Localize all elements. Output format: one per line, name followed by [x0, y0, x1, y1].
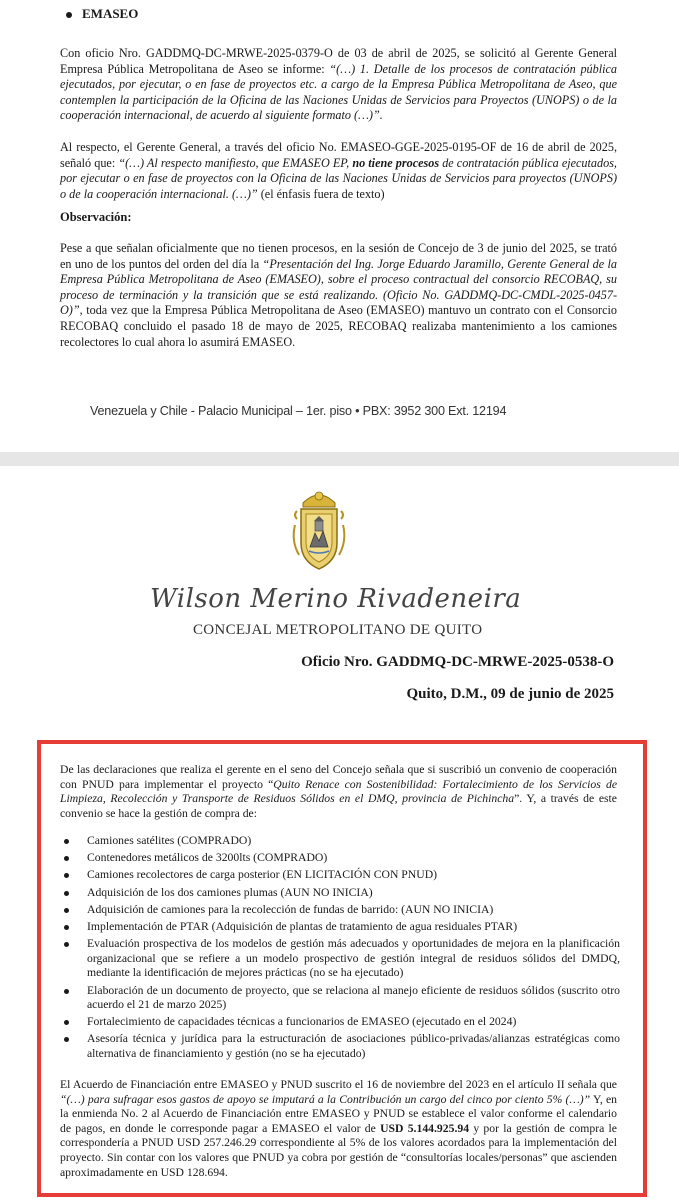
box-paragraph-financing: El Acuerdo de Financiación entre EMASEO y PNUD suscrito el 16 de noviembre del 2023 en el artículo II señala que “(…) para sufragar esos gastos de apoyo se imputará a la Contribución un cargo del cinco por ciento 5% (…)” Y, en la enmienda No. 2 al Acuerdo de Financiación entre EMASEO y PNUD se establece el valor conforme el calendario de pagos, en donde le corresponde pagar a EMASEO el valor de USD 5.144.925.94 y por la gestión de compra le correspondería a PNUD USD 257.246.29 correspondiente al 5% de los valores acordados para la implementación del proyecto. Sin contar con los valores que PNUD ya cobra por gestión de “consultorías locales/personas” que ascienden aproximadamente en USD 128.694. [60, 1078, 618, 1179]
document-date: Quito, D.M., 09 de junio de 2025 [406, 686, 614, 702]
list-item: Adquisición de camiones para la recolección de fundas de barrido: (AUN NO INICIA) [60, 903, 620, 918]
paragraph-response: Al respecto, el Gerente General, a través del oficio No. EMASEO-GGE-2025-0195-OF de 16 de abril de 2025, señaló que: “(…) Al respecto manifiesto, que EMASEO EP, no tiene procesos de contratación pública ejecutados, por ejecutar o en fase de proyectos con la Oficina de las Naciones Unidas de Servicios para proyectos (UNOPS) o de la cooperación internacional. (…)” (el énfasis fuera de texto) [60, 140, 617, 201]
page-footer-address: Venezuela y Chile - Palacio Municipal – 1er. piso • PBX: 3952 300 Ext. 12194 [90, 404, 507, 418]
list-item: Contenedores metálicos de 3200lts (COMPRADO) [60, 851, 620, 866]
document-page-1 [0, 0, 679, 452]
document-page-2 [0, 466, 679, 1199]
oficio-number: Oficio Nro. GADDMQ-DC-MRWE-2025-0538-O [301, 654, 614, 670]
list-item: Evaluación prospectiva de los modelos de gestión más adecuados y oportunidades de mejora en la planificación organizacional que se refiere a un modelo prospectivo de gestión integral de residuos sólidos del DMDQ, mediante la identificación de mejores prácticas (no se ha ejecutado) [60, 937, 620, 981]
paragraph-observation: Pese a que señalan oficialmente que no tienen procesos, en la sesión de Concejo de 3 de junio del 2025, se trató en uno de los puntos del orden del día la “Presentación del Ing. Jorge Eduardo Jaramillo, Gerente General de la Empresa Pública Metropolitana de Aseo (EMASEO), sobre el proceso contractual del consorcio RECOBAQ, su proceso de terminación y la transición que se está realizando. (Oficio No. GADDMQ-DC-CMDL-2025-0457-O)”, toda vez que la Empresa Pública Metropolitana de Aseo (EMASEO) mantuvo un contrato con el Consorcio RECOBAQ concluido el pasado 18 de mayo de 2025, RECOBAQ realizaba mantenimiento a los camiones recolectores lo cual ahora lo asumirá EMASEO. [60, 241, 617, 349]
list-item: Implementación de PTAR (Adquisición de plantas de tratamiento de agua residuales PTAR) [60, 920, 620, 935]
list-item: Camiones satélites (COMPRADO) [60, 834, 620, 849]
bullet-icon [66, 12, 72, 18]
box-paragraph-intro: De las declaraciones que realiza el gerente en el seno del Concejo señala que si suscribió un convenio de cooperación con PNUD para implementar el proyecto “Quito Renace con Sostenibilidad: Fortalecimiento de los Servicios de Limpieza, Recolección y Transporte de Residuos Sólidos en el DMQ, provincia de Pichincha”. Y, a través de este convenio se hace la gestión de compra de: [60, 763, 618, 820]
list-item: Asesoría técnica y jurídica para la estructuración de asociaciones público-privadas/alianzas estratégicas como alternativa de financiamiento y gestión (no se ha ejecutado) [60, 1032, 620, 1061]
section-heading: EMASEO [66, 6, 138, 22]
list-item: Adquisición de los dos camiones plumas (AUN NO INICIA) [60, 886, 620, 901]
list-item: Elaboración de un documento de proyecto, que se relaciona al manejo eficiente de residuos sólidos (suscrito otro acuerdo el 21 de marzo 2025) [60, 984, 620, 1013]
councilor-name: Wilson Merino Rivadeneira [150, 584, 522, 614]
councilor-title: CONCEJAL METROPOLITANO DE QUITO [193, 622, 483, 638]
list-item: Fortalecimiento de capacidades técnicas a funcionarios de EMASEO (ejecutado en el 2024) [60, 1015, 620, 1030]
coat-of-arms-icon [289, 485, 349, 575]
observation-heading: Observación: [60, 210, 132, 224]
paragraph-request: Con oficio Nro. GADDMQ-DC-MRWE-2025-0379-O de 03 de abril de 2025, se solicitó al Gerente General Empresa Pública Metropolitana de Aseo se informe: “(…) 1. Detalle de los procesos de contratación pública ejecutados, por ejecutar, o en fase de proyectos etc. a cargo de la Empresa Pública Metropolitana de Aseo, que contemplen la participación de la Oficina de las Naciones Unidas de Servicios para Proyectos (UNOPS) o de la cooperación internacional, de acuerdo al siguiente formato (…)”. [60, 46, 617, 123]
page-separator [0, 452, 679, 466]
purchase-list [60, 834, 620, 1064]
list-item: Camiones recolectores de carga posterior (EN LICITACIÓN CON PNUD) [60, 868, 620, 883]
